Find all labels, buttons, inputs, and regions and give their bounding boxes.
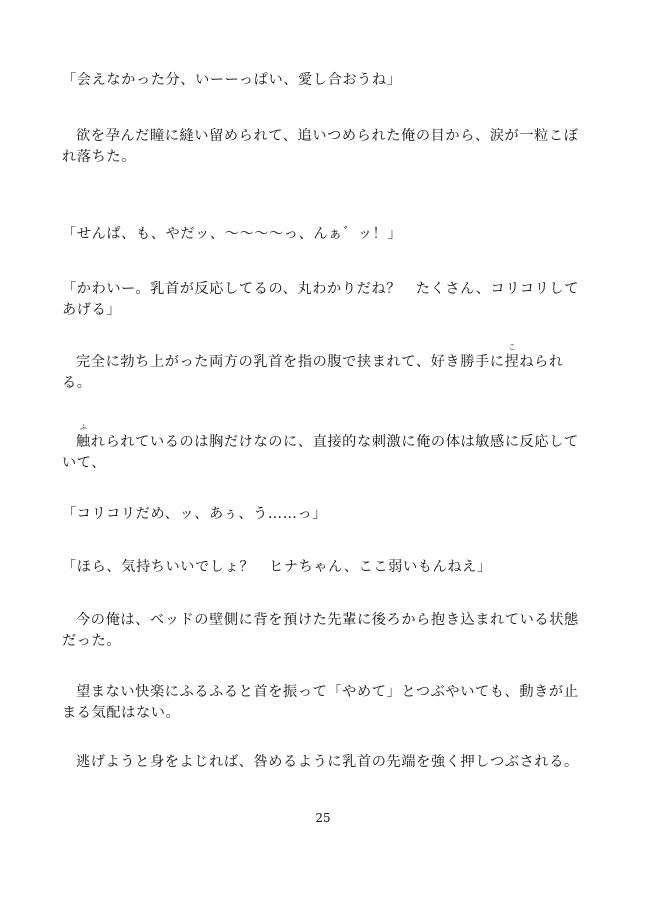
ruby-base: 触 xyxy=(76,434,91,450)
text-segment: ねられる。 xyxy=(62,354,564,391)
narration-paragraph: 望まない快楽にふるふると首を振って「やめて」とつぶやいても、動きが止まる気配はない。 xyxy=(62,684,579,721)
dialogue-line: 「かわいー。乳首が反応してるの、丸わかりだね？ たくさん、コリコリしてあげる」 xyxy=(62,281,579,318)
furigana: ふ xyxy=(79,423,87,431)
dialogue-line: 「せんぱ、も、やだッ、〜〜〜〜っ、んぁ゛ッ！」 xyxy=(62,226,403,242)
text-segment: れられているのは胸だけなのに、直接的な刺激に俺の体は敏感に反応していて、 xyxy=(62,434,579,471)
dialogue-line: 「会えなかった分、いーーっぱい、愛し合おうね」 xyxy=(62,72,402,88)
ruby-annotated-kanji xyxy=(504,343,520,373)
narration-paragraph: 欲を孕んだ瞳に縫い留められて、追いつめられた俺の目から、涙が一粒こぼれ落ちた。 xyxy=(62,128,579,165)
dialogue-line: 「ほら、気持ちいいでしょ？ ヒナちゃん、ここ弱いもんねえ」 xyxy=(62,559,492,575)
narration-paragraph: 今の俺は、ベッドの壁側に背を預けた先輩に後ろから抱き込まれている状態だった。 xyxy=(62,612,579,649)
ruby-base: 捏 xyxy=(504,354,520,370)
dialogue-line: 「コリコリだめ、ッ、あぅ、う……っ」 xyxy=(62,506,328,522)
furigana: こ xyxy=(508,343,516,351)
text-segment: 完全に勃ち上がった両方の乳首を指の腹で挟まれて、好き勝手に xyxy=(76,354,505,370)
narration-paragraph xyxy=(62,343,590,394)
page-number: 25 xyxy=(315,811,331,825)
narration-paragraph: 逃げようと身をよじれば、咎めるように乳首の先端を強く押しつぶされる。 xyxy=(76,754,579,770)
narration-paragraph xyxy=(62,423,590,474)
ruby-annotated-kanji xyxy=(76,423,91,453)
